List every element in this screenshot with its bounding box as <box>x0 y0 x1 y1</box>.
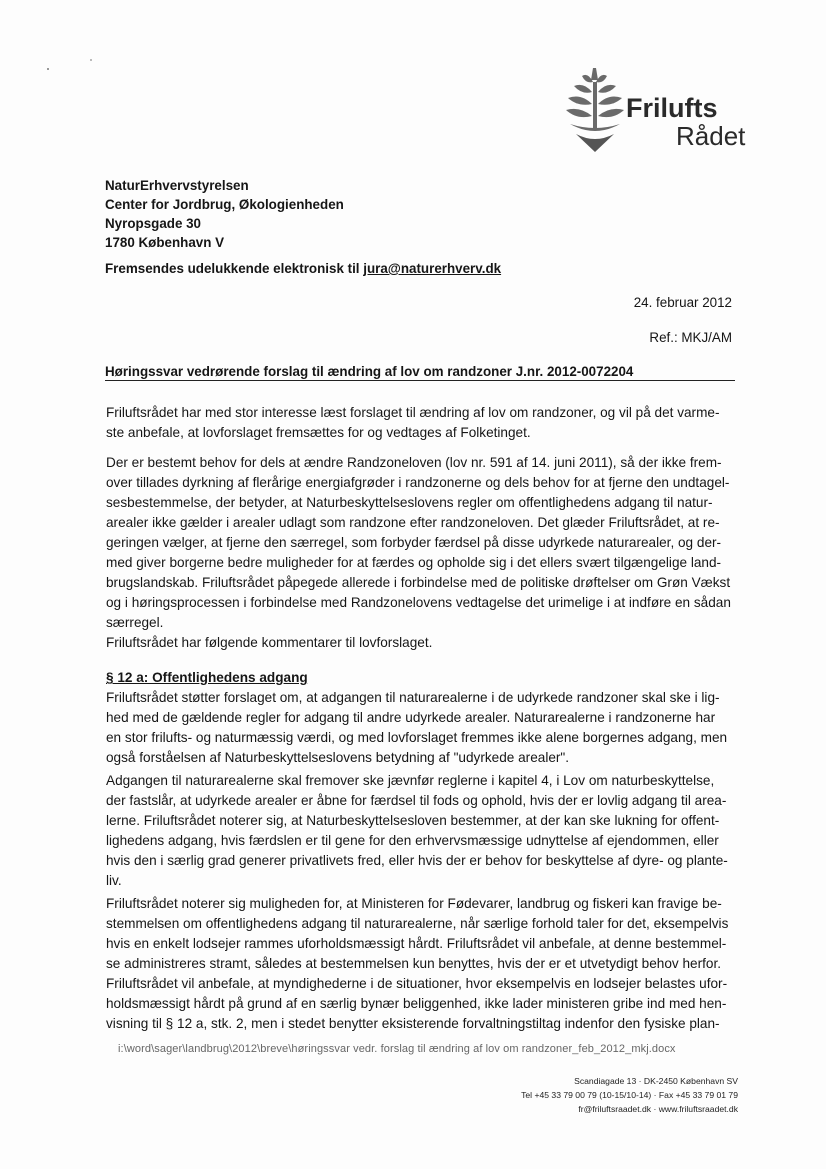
text-line: Friluftsrådet har følgende kommentarer til lovforslaget. <box>106 635 433 650</box>
text-line: en stor frilufts- og naturmæssig værdi, og med lovforslaget fremmes ikke alene borgernes adgang, men <box>106 730 728 745</box>
text-line: også forståelsen af Naturbeskyttelseslovens betydning af "udyrkede arealer". <box>106 750 570 765</box>
footer-address: Scandiagade 13 · DK-2450 København SV <box>574 1076 738 1086</box>
text-line: der fastslår, at udyrkede arealer er åbne for færdsel til fods og ophold, hvis der er lovlig adgang til area- <box>106 793 727 808</box>
paragraph-access-rules <box>106 771 746 891</box>
text-line: særregel. <box>106 615 164 630</box>
text-line: hvis en enkelt lodsejer rammes uforholdsmæssigt hårdt. Friluftsrådet vil anbefale, at denne bestemmel- <box>106 936 727 951</box>
text-line: og i høringsprocessen i forbindelse med Randzonelovens vedtagelse det urimelige i at indføre en sådan <box>106 595 731 610</box>
text-line: holdsmæssigt hårdt på grund af en særlig bynær beliggenhed, ikke lader ministeren gribe ind med hen- <box>106 996 727 1011</box>
text-line: Friluftsrådet støtter forslaget om, at adgangen til naturarealerne i de udyrkede randzoner skal ske i lig- <box>106 690 720 705</box>
text-line: brugslandskab. Friluftsrådet påpegede allerede i forbindelse med de politiske drøftelser om Grøn Vækst <box>106 575 731 590</box>
text-line: ste anbefale, at lovforslaget fremsættes for og vedtages af Folketinget. <box>106 425 531 440</box>
text-line: geringen vælger, at fjerne den særregel, som forbyder færdsel på disse udyrkede naturarealer, og der- <box>106 535 722 550</box>
file-path: i:\word\sager\landbrug\2012\breve\høringssvar vedr. forslag til ændring af lov om randzoner_feb_2012_mkj.docx <box>118 1043 676 1055</box>
section-heading: § 12 a: Offentlighedens adgang <box>106 670 308 685</box>
reference: Ref.: MKJ/AM <box>649 330 732 345</box>
text-line: liv. <box>106 873 122 888</box>
text-line: hed med de gældende regler for adgang til andre udyrkede arealer. Naturarealerne i randzonerne har <box>106 710 716 725</box>
recipient-address <box>105 176 344 252</box>
scan-speck <box>90 59 92 61</box>
text-line: Der er bestemt behov for dels at ændre Randzoneloven (lov nr. 591 af 14. juni 2011), så der ikke frem- <box>106 455 722 470</box>
text-line: stemmelsen om offentlighedens adgang til naturarealerne, når særlige forhold taler for det, eksempelvis <box>106 916 729 931</box>
address-line: Nyropsgade 30 <box>105 216 202 231</box>
text-line: sesbestemmelse, der betyder, at Naturbeskyttelseslovens regler om offentlighedens adgang til natur- <box>106 495 713 510</box>
paragraph-minister-exception <box>106 894 746 1034</box>
text-line: Adgangen til naturarealerne skal fremover ske jævnfør reglerne i kapitel 4, i Lov om naturbeskyttelse, <box>106 773 715 788</box>
text-line: over tillades dyrkning af flerårige energiafgrøder i randzonerne og dels behov for at fjerne den undtagel- <box>106 475 730 490</box>
text-line: med giver borgerne bedre muligheder for at færdes og opholde sig i det ellers svært tilgængelige land- <box>106 555 722 570</box>
text-line: arealer ikke gælder i arealer udlagt som randzone efter randzoneloven. Det glæder Friluftsrådet, at re- <box>106 515 720 530</box>
letterhead-footer <box>521 1074 738 1116</box>
text-line: se administreres stramt, således at bestemmelsen kun benyttes, hvis der er et utvetydigt behov herfor. <box>106 956 722 971</box>
delivery-note-text: Fremsendes udelukkende elektronisk til <box>105 261 364 276</box>
address-line: Center for Jordbrug, Økologienheden <box>105 197 344 212</box>
subject-divider <box>105 380 735 381</box>
section-12a <box>106 668 746 768</box>
address-line: NaturErhvervstyrelsen <box>105 178 249 193</box>
friluftsraadet-logo <box>560 62 760 162</box>
letter-date: 24. februar 2012 <box>633 295 732 310</box>
scan-speck <box>47 68 49 70</box>
leaf-icon <box>560 62 630 152</box>
logo-text-frilufts: Frilufts <box>626 93 718 123</box>
logo-text-raadet: Rådet <box>676 121 746 151</box>
text-line: visning til § 12 a, stk. 2, men i stedet benytter eksisterende forvaltningstiltag indenfor den fysiske plan- <box>106 1016 720 1031</box>
footer-contact: fr@friluftsraadet.dk · www.friluftsraadet.dk <box>578 1104 738 1114</box>
delivery-note <box>105 261 501 276</box>
text-line: Friluftsrådet noterer sig muligheden for, at Ministeren for Fødevarer, landbrug og fiskeri kan fravige be- <box>106 896 722 911</box>
text-line: lighedens adgang, hvis færdslen er til gene for den erhvervsmæssige udnyttelse af ejendommen, eller <box>106 833 719 848</box>
paragraph-comments-intro <box>106 633 746 653</box>
email-link[interactable]: jura@naturerhverv.dk <box>363 261 502 276</box>
text-line: Friluftsrådet har med stor interesse læst forslaget til ændring af lov om randzoner, og vil på det varme- <box>106 405 720 420</box>
footer-phone: Tel +45 33 79 00 79 (10-15/10-14) · Fax +45 33 79 01 79 <box>521 1090 738 1100</box>
address-line: 1780 København V <box>105 235 225 250</box>
letter-subject: Høringssvar vedrørende forslag til ændring af lov om randzoner J.nr. 2012-0072204 <box>105 364 634 379</box>
text-line: lerne. Friluftsrådet noterer sig, at Naturbeskyttelsesloven bestemmer, at der kan ske lukning for offent- <box>106 813 720 828</box>
paragraph-intro <box>106 403 746 443</box>
text-line: Friluftsrådet vil anbefale, at myndighederne i de situationer, hvor eksempelvis en lodsejer belastes ufor- <box>106 976 728 991</box>
text-line: hvis den i særlig grad generer privatlivets fred, eller hvis der er behov for beskyttelse af dyre- og plante- <box>106 853 728 868</box>
paragraph-background <box>106 453 746 633</box>
